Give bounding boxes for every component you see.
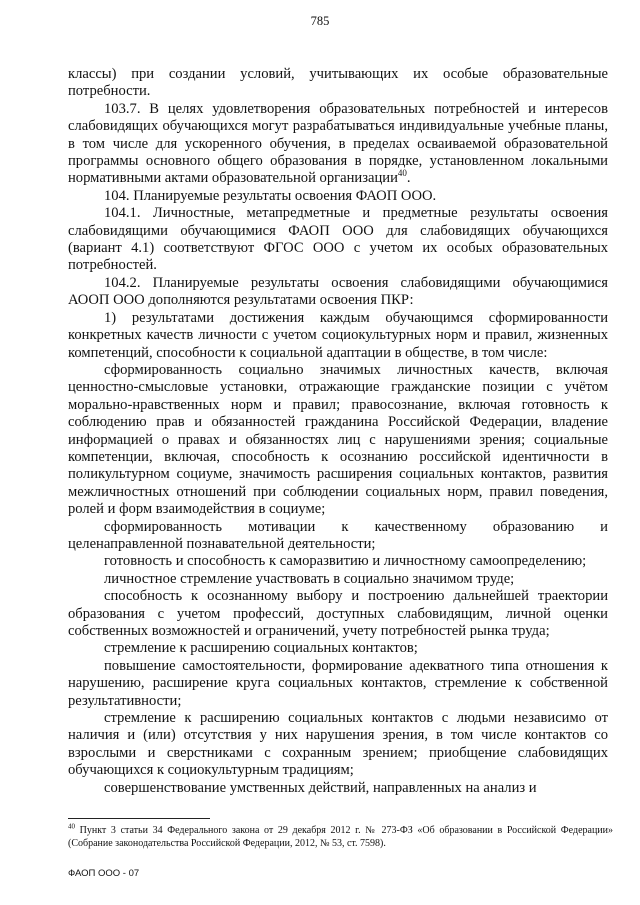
paragraph: 1) результатами достижения каждым обучающимся сформированности конкретных качеств личности с учетом социокультурных норм и правил, жизненных компетенций, способности к социальной адаптации в обществе, в том числе: [68, 309, 608, 361]
footnote-number: 40 [68, 822, 75, 831]
document-code: ФАОП ООО - 07 [68, 868, 140, 879]
paragraph: повышение самостоятельности, формирование адекватного типа отношения к нарушению, расширение круга социальных контактов, стремление к собственной результативности; [68, 657, 608, 709]
page-number: 785 [310, 14, 330, 28]
paragraph: стремление к расширению социальных контактов; [104, 640, 418, 657]
footnote-text: Пункт 3 статьи 34 Федерального закона от 29 декабря 2012 г. № 273-ФЗ «Об образовании в Российской Федерации» (Собрание законодательства Российской Федерации, 2012, № 53, ст. 7598). [68, 825, 613, 849]
paragraph: 104.1. Личностные, метапредметные и предметные результаты освоения слабовидящими обучающимися ФАОП ООО для слабовидящих обучающихся (вариант 4.1) соответствуют ФГОС ООО с учетом их особых образовательных потребностей. [68, 205, 608, 274]
paragraph: способность к осознанному выбору и построению дальнейшей траектории образования с учетом профессий, доступных слабовидящим, личной оценки собственных возможностей и ограничений, учету потребностей рынка труда; [68, 588, 608, 639]
paragraph: сформированность мотивации к качественному образованию и целенаправленной познавательной деятельности; [68, 518, 608, 552]
paragraph: 103.7. В целях удовлетворения образовательных потребностей и интересов слабовидящих обучающихся могут разрабатываться индивидуальные учебные планы, в том числе для ускоренного обучения, в пределах осваиваемой образовательной программы основного общего образования в порядке, установленном локальными нормативными актами образовательной организации$^{40}$. [68, 100, 608, 187]
paragraph: 104.2. Планируемые результаты освоения слабовидящими обучающимися АООП ООО дополняются результатами освоения ПКР: [68, 274, 608, 309]
paragraph: сформированность социально значимых личностных качеств, включая ценностно-смысловые установки, отражающие гражданские позиции с учётом морально-нравственных норм и правил; правосознание, включая готовность к соблюдению прав и обязанностей гражданина Российской Федерации, владение информацией о правах и обязанностях лиц с нарушениями зрения; социальные компетенции, включая, способность к осознанию российской идентичности в поликультурном социуме, значимость расширения социальных контактов, развития межличностных отношений при соблюдении социальных норм, правил поведения, ролей и форм взаимодействия в социуме; [68, 361, 608, 518]
footnote-divider [68, 818, 210, 819]
paragraph: личностное стремление участвовать в социально значимом труде; [104, 570, 515, 587]
paragraph: готовность и способность к саморазвитию и личностному самоопределению; [104, 553, 587, 570]
body-text [68, 66, 608, 797]
footnote [68, 824, 613, 850]
footnote-ref[interactable]: 40 [397, 168, 407, 179]
paragraph: стремление к расширению социальных контактов с людьми независимо от наличия и (или) отсутствия у них нарушения зрения, в том числе контактов со взрослыми и сверстниками с сохранным зрением; приобщение слабовидящих обучающихся к социокультурным традициям; [68, 710, 608, 779]
paragraph: совершенствование умственных действий, направленных на анализ и [104, 779, 537, 796]
paragraph: 104. Планируемые результаты освоения ФАОП ООО. [104, 187, 437, 204]
paragraph: классы) при создании условий, учитывающих их особые образовательные потребности. [68, 66, 608, 100]
